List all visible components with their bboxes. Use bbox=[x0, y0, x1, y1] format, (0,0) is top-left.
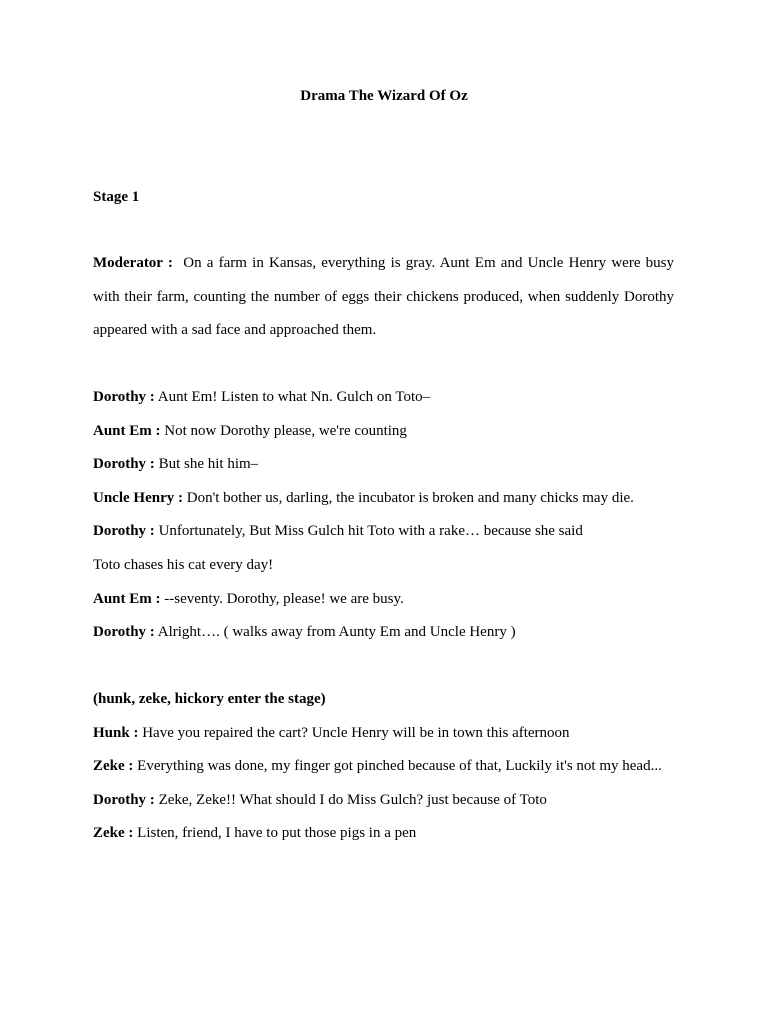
dialogue-line bbox=[93, 482, 674, 516]
dialogue-text: Toto chases his cat every day! bbox=[93, 556, 274, 573]
dialogue-text: Aunt Em! Listen to what Nn. Gulch on Toto– bbox=[157, 389, 431, 405]
dialogue-line bbox=[93, 415, 674, 449]
dialogue-line bbox=[93, 515, 674, 549]
speaker-label: Zeke : bbox=[93, 758, 134, 775]
speaker-label: Dorothy : bbox=[93, 389, 155, 405]
speaker-label: Hunk : bbox=[93, 724, 139, 741]
dialogue-text: Listen, friend, I have to put those pigs in a pen bbox=[137, 825, 417, 842]
speaker-label: Zeke : bbox=[93, 825, 134, 842]
dialogue-text: On a farm in Kansas, everything is gray. Aunt Em and Uncle Henry were busy with their farm, counting the number of eggs their chickens produced, when suddenly Dorothy appeared with a sad face and approached them. bbox=[93, 255, 674, 339]
dialogue-text: Don't bother us, darling, the incubator is broken and many chicks may die. bbox=[186, 489, 634, 506]
speaker-label: Uncle Henry : bbox=[93, 489, 183, 506]
stage-heading: Stage 1 bbox=[93, 189, 140, 205]
speaker-label: Moderator : bbox=[93, 255, 173, 271]
speaker-label: Dorothy : bbox=[93, 624, 155, 641]
dialogue-text: Zeke, Zeke!! What should I do Miss Gulch? just because of Toto bbox=[158, 791, 547, 808]
dialogue-line bbox=[93, 784, 674, 818]
dialogue-line bbox=[93, 583, 674, 617]
moderator-paragraph bbox=[93, 247, 674, 348]
speaker-label: Aunt Em : bbox=[93, 590, 161, 607]
dialogue-line bbox=[93, 381, 674, 415]
stage-direction: (hunk, zeke, hickory enter the stage) bbox=[93, 691, 326, 707]
dialogue-line bbox=[93, 750, 674, 784]
dialogue-text: Everything was done, my finger got pinched because of that, Luckily it's not my head... bbox=[137, 758, 662, 775]
moderator-block bbox=[93, 247, 674, 348]
dialogue-block-1 bbox=[93, 381, 674, 650]
speaker-label: Dorothy : bbox=[93, 791, 155, 808]
document-title: Drama The Wizard Of Oz bbox=[300, 88, 468, 104]
dialogue-line bbox=[93, 448, 674, 482]
dialogue-text: But she hit him– bbox=[158, 456, 259, 473]
dialogue-text: Not now Dorothy please, we're counting bbox=[164, 422, 407, 439]
speaker-label: Aunt Em : bbox=[93, 422, 161, 439]
dialogue-text: --seventy. Dorothy, please! we are busy. bbox=[164, 590, 404, 607]
dialogue-block-2 bbox=[93, 683, 674, 851]
dialogue-line bbox=[93, 717, 674, 751]
speaker-label: Dorothy : bbox=[93, 523, 155, 540]
dialogue-text: Alright…. ( walks away from Aunty Em and Uncle Henry ) bbox=[157, 624, 516, 641]
dialogue-line bbox=[93, 817, 674, 851]
dialogue-text: Unfortunately, But Miss Gulch hit Toto with a rake… because she said bbox=[158, 523, 583, 540]
dialogue-text: Have you repaired the cart? Uncle Henry will be in town this afternoon bbox=[142, 724, 570, 741]
dialogue-line bbox=[93, 549, 674, 583]
speaker-label: Dorothy : bbox=[93, 456, 155, 473]
dialogue-line bbox=[93, 616, 674, 650]
